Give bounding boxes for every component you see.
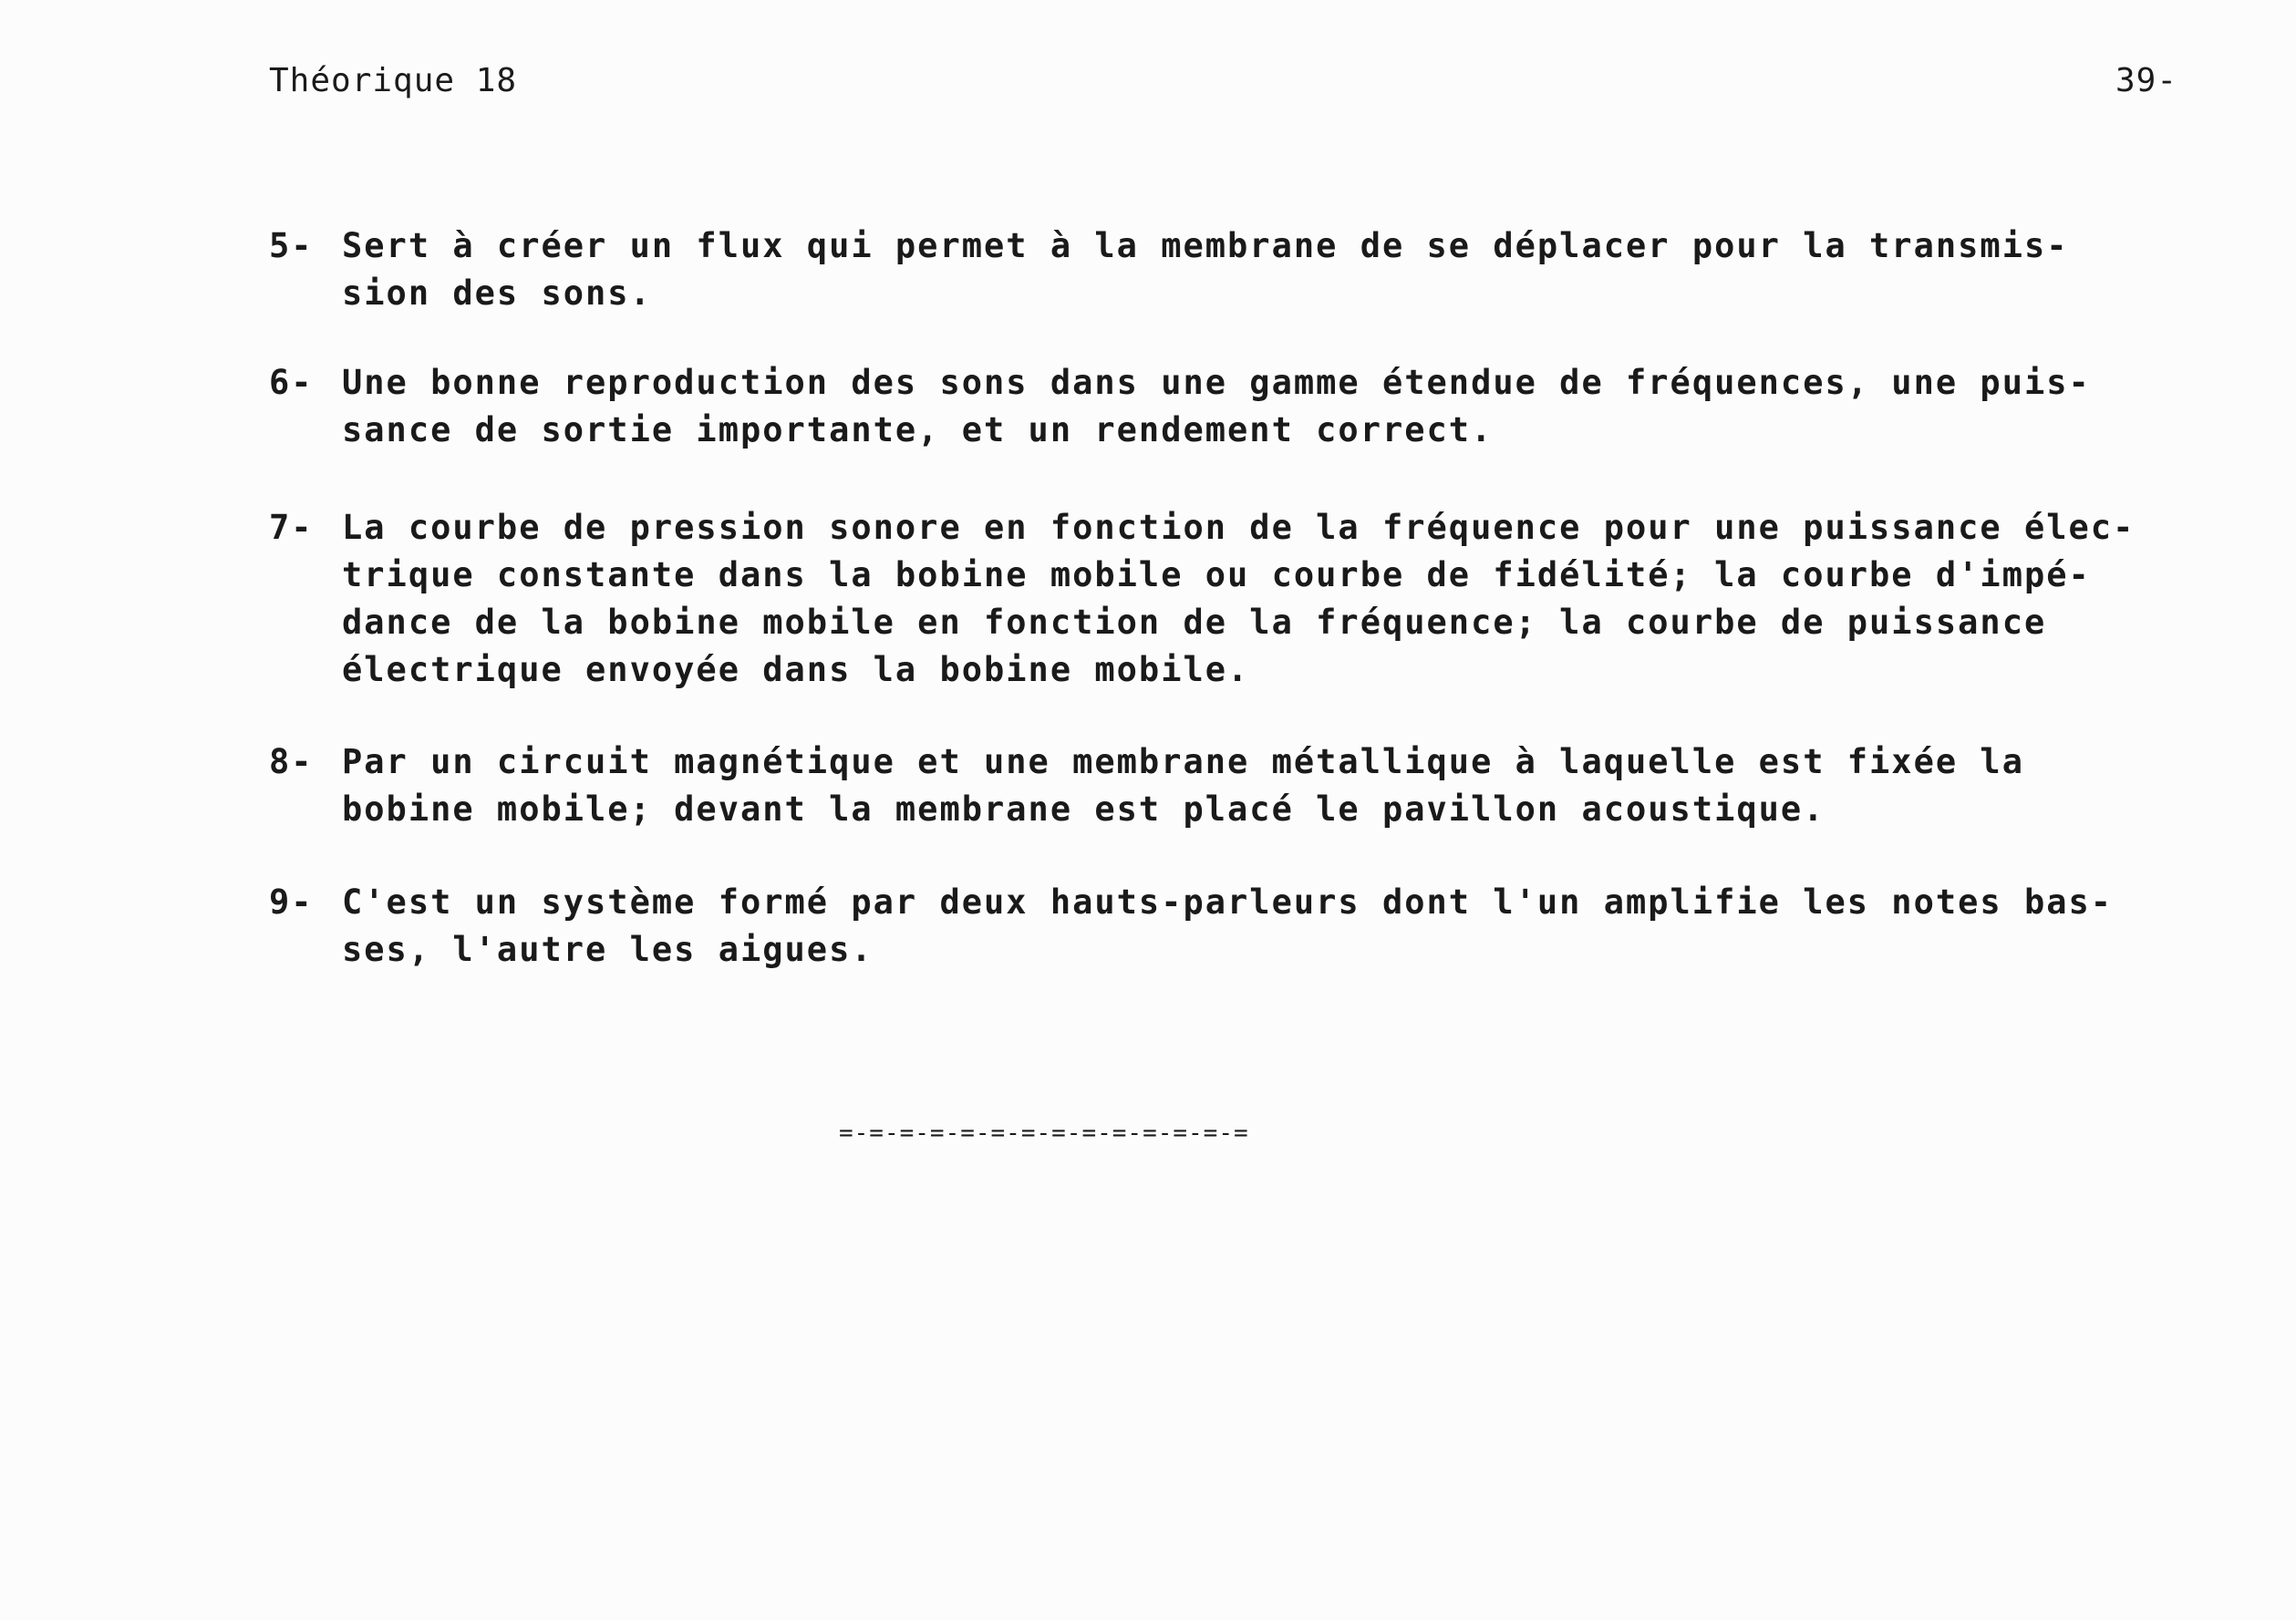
answer-number: 7-	[269, 508, 314, 547]
answer-item-9	[269, 879, 2257, 974]
answer-text: Par un circuit magnétique et une membrane métallique à laquelle est fixée la bobine mobile; devant la membrane est placé le pavillon acoustique.	[342, 742, 2024, 829]
answer-text: C'est un système formé par deux hauts-parleurs dont l'un amplifie les notes bas- ses, l'autre les aigues.	[342, 882, 2114, 969]
answer-text: Une bonne reproduction des sons dans une gamme étendue de fréquences, une puis- sance de sortie importante, et un rendement correct.	[342, 363, 2091, 449]
answer-number: 6-	[269, 363, 314, 402]
page-header-title: Théorique 18	[269, 62, 518, 99]
answer-item-8	[269, 738, 2257, 833]
answer-number: 8-	[269, 742, 314, 781]
answer-item-6	[269, 359, 2257, 454]
answer-text: Sert à créer un flux qui permet à la membrane de se déplacer pour la transmis- sion des sons.	[342, 226, 2069, 313]
answer-text: La courbe de pression sonore en fonction de la fréquence pour une puissance élec- trique constante dans la bobine mobile ou courbe de fidélité; la courbe d'impé- dance de la bobine mobile en fonction de la fréquence; la courbe de puissance électrique envoyée dans la bobine mobile.	[342, 508, 2136, 689]
end-separator: =-=-=-=-=-=-=-=-=-=-=-=-=-=	[839, 1120, 1249, 1147]
answer-number: 5-	[269, 226, 314, 265]
answer-item-7	[269, 504, 2257, 694]
answer-number: 9-	[269, 882, 314, 922]
page-number: 39-	[2115, 62, 2178, 99]
answer-item-5	[269, 222, 2257, 317]
